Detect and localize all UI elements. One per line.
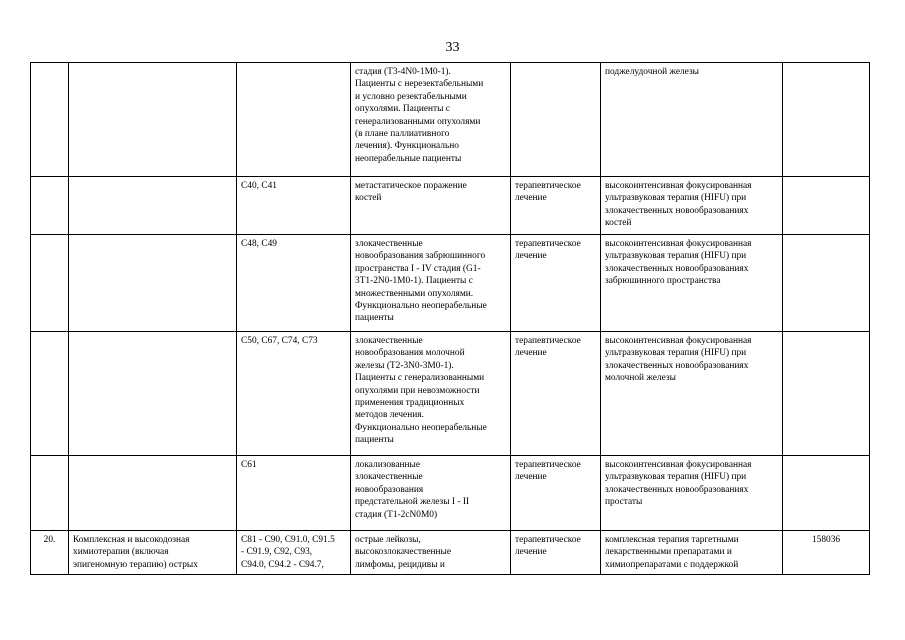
table-row: [31, 456, 870, 531]
table-row: [31, 63, 870, 177]
patient-model-cell: стадия (T3-4N0-1M0-1). Пациенты с нерезектабельными и условно резектабельными опухолями. Пациенты с генерализованными опухолями (в плане паллиативного лечения). Функционально неоперабельные пациенты: [351, 63, 511, 177]
row-number-cell: [31, 456, 69, 531]
table-row: [31, 235, 870, 332]
treatment-method-cell: комплексная терапия таргетными лекарственными препаратами и химиопрепаратами с поддержкой: [601, 531, 783, 575]
medical-care-table: [30, 62, 870, 575]
treatment-type-cell: терапевтическое лечение: [511, 177, 601, 235]
treatment-type-cell: терапевтическое лечение: [511, 456, 601, 531]
table-row: [31, 177, 870, 235]
treatment-method-cell: высокоинтенсивная фокусированная ультразвуковая терапия (HIFU) при злокачественных новообразованиях костей: [601, 177, 783, 235]
price-cell: [783, 177, 870, 235]
treatment-type-cell: [511, 63, 601, 177]
icd-codes-cell: C81 - C90, C91.0, C91.5 - C91.9, C92, C93, C94.0, C94.2 - C94.7,: [237, 531, 351, 575]
care-type-cell: [69, 332, 237, 456]
care-type-cell: [69, 63, 237, 177]
row-number-cell: 20.: [31, 531, 69, 575]
patient-model-cell: злокачественные новообразования забрюшинного пространства I - IV стадия (G1- 3T1-2N0-1M0-1). Пациенты с множественными опухолями. Функционально неоперабельные пациенты: [351, 235, 511, 332]
icd-codes-cell: C48, C49: [237, 235, 351, 332]
price-cell: [783, 456, 870, 531]
row-number-cell: [31, 235, 69, 332]
care-type-cell: [69, 235, 237, 332]
icd-codes-cell: C61: [237, 456, 351, 531]
treatment-type-cell: терапевтическое лечение: [511, 235, 601, 332]
row-number-cell: [31, 63, 69, 177]
patient-model-cell: локализованные злокачественные новообразования предстательной железы I - II стадия (T1-2cN0M0): [351, 456, 511, 531]
care-type-cell: Комплексная и высокодозная химиотерапия (включая эпигеномную терапию) острых: [69, 531, 237, 575]
treatment-method-cell: поджелудочной железы: [601, 63, 783, 177]
patient-model-cell: злокачественные новообразования молочной железы (T2-3N0-3M0-1). Пациенты с генерализованными опухолями при невозможности применения традиционных методов лечения. Функционально неоперабельные пациенты: [351, 332, 511, 456]
icd-codes-cell: [237, 63, 351, 177]
icd-codes-cell: C40, C41: [237, 177, 351, 235]
treatment-method-cell: высокоинтенсивная фокусированная ультразвуковая терапия (HIFU) при злокачественных новообразованиях простаты: [601, 456, 783, 531]
treatment-type-cell: терапевтическое лечение: [511, 531, 601, 575]
price-cell: 158036: [783, 531, 870, 575]
price-cell: [783, 63, 870, 177]
row-number-cell: [31, 177, 69, 235]
treatment-method-cell: высокоинтенсивная фокусированная ультразвуковая терапия (HIFU) при злокачественных новообразованиях молочной железы: [601, 332, 783, 456]
price-cell: [783, 235, 870, 332]
price-cell: [783, 332, 870, 456]
care-type-cell: [69, 177, 237, 235]
treatment-method-cell: высокоинтенсивная фокусированная ультразвуковая терапия (HIFU) при злокачественных новообразованиях забрюшинного пространства: [601, 235, 783, 332]
treatment-type-cell: терапевтическое лечение: [511, 332, 601, 456]
table-row: [31, 332, 870, 456]
table-row: [31, 531, 870, 575]
patient-model-cell: острые лейкозы, высокозлокачественные лимфомы, рецидивы и: [351, 531, 511, 575]
patient-model-cell: метастатическое поражение костей: [351, 177, 511, 235]
page-number: 33: [445, 40, 460, 55]
icd-codes-cell: C50, C67, C74, C73: [237, 332, 351, 456]
care-type-cell: [69, 456, 237, 531]
row-number-cell: [31, 332, 69, 456]
